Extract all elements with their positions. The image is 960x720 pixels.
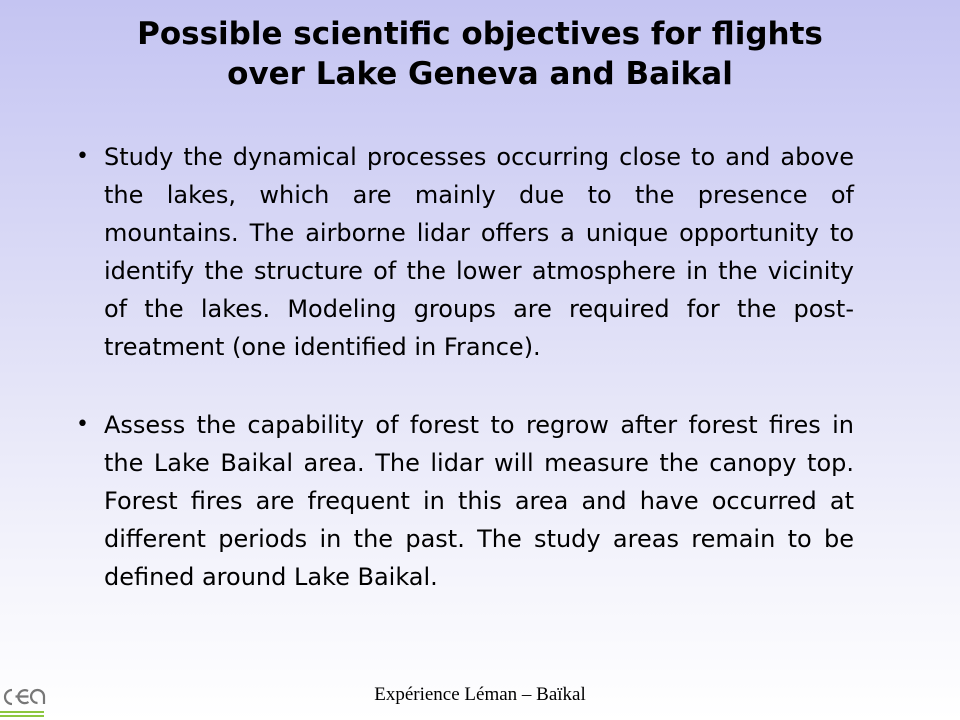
slide-title <box>80 14 880 94</box>
logo-green-line <box>0 711 44 713</box>
title-line-1: Possible scientific objectives for flights <box>137 16 823 52</box>
bullet-item-forest <box>72 406 854 596</box>
bullet-list <box>72 138 854 596</box>
bullet-text: Assess the capability of forest to regrow after forest fires in the Lake Baikal area. The lidar will measure the canopy top. Forest fires are frequent in this area and have occurred at different periods in the past. The study areas remain to be defined around Lake Baikal. <box>104 411 854 591</box>
title-line-2: over Lake Geneva and Baikal <box>227 56 733 92</box>
logo-green-line <box>0 715 44 717</box>
bullet-text: Study the dynamical processes occurring close to and above the lakes, which are mainly due to the presence of mountains. The airborne lidar offers a unique opportunity to identify the structure of the lower atmosphere in the vicinity of the lakes. Modeling groups are required for the post-treatment (one identified in France). <box>104 143 854 361</box>
slide-footer: Expérience Léman – Baïkal <box>374 684 586 705</box>
bullet-marker: • <box>76 144 89 169</box>
bullet-marker: • <box>76 412 89 437</box>
bullet-item-dynamics <box>72 138 854 366</box>
